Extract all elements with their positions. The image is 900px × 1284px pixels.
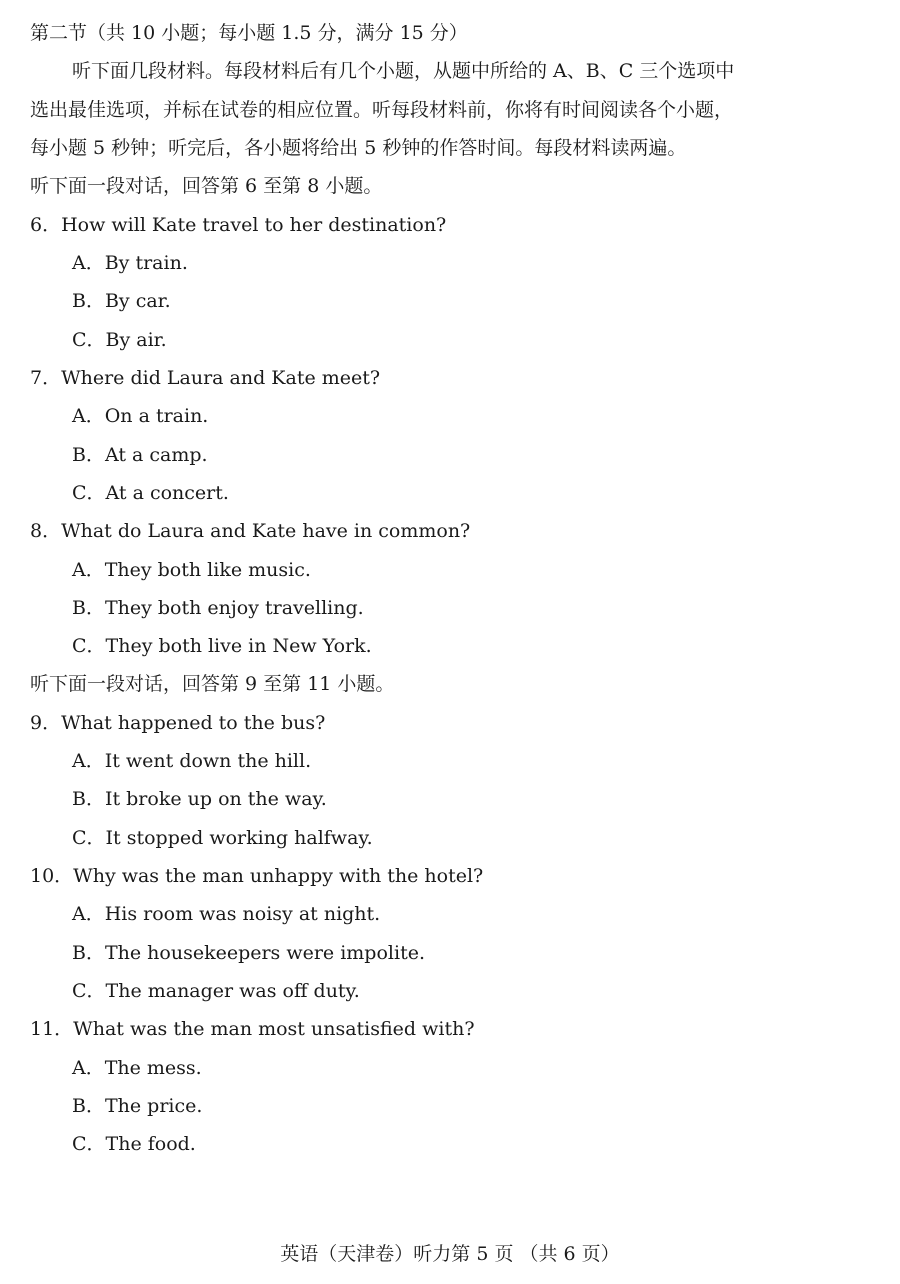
section-heading: 第二节（共 10 小题；每小题 1.5 分，满分 15 分） <box>30 22 468 44</box>
question-11-option-b: B．The price. <box>72 1095 203 1117</box>
question-8-stem: 8．What do Laura and Kate have in common? <box>30 520 471 542</box>
question-8-option-a: A．They both like music. <box>72 559 311 581</box>
question-7-stem: 7．Where did Laura and Kate meet? <box>30 367 381 389</box>
question-11-option-a: A．The mess. <box>72 1057 202 1079</box>
question-11-stem: 11．What was the man most unsatisfied with? <box>30 1018 475 1040</box>
question-7-option-a: A．On a train. <box>72 405 209 427</box>
question-6-stem: 6．How will Kate travel to her destination? <box>30 214 447 236</box>
question-8-option-c: C．They both live in New York. <box>72 635 372 657</box>
question-9-option-a: A．It went down the hill. <box>72 750 312 772</box>
question-6-option-c: C．By air. <box>72 329 167 351</box>
question-9-option-c: C．It stopped working halfway. <box>72 827 373 849</box>
instruction-line-3: 每小题 5 秒钟；听完后，各小题将给出 5 秒钟的作答时间。每段材料读两遍。 <box>30 137 687 159</box>
page-footer: 英语（天津卷）听力第 5 页 （共 6 页） <box>280 1243 620 1265</box>
group-intro-6-8: 听下面一段对话，回答第 6 至第 8 小题。 <box>30 175 383 197</box>
question-10-stem: 10．Why was the man unhappy with the hotel? <box>30 865 484 887</box>
instruction-line-2: 选出最佳选项，并标在试卷的相应位置。听每段材料前，你将有时间阅读各个小题， <box>30 99 734 121</box>
question-10-option-c: C．The manager was off duty. <box>72 980 360 1002</box>
group-intro-9-11: 听下面一段对话，回答第 9 至第 11 小题。 <box>30 673 395 695</box>
question-6-option-b: B．By car. <box>72 290 171 312</box>
question-8-option-b: B．They both enjoy travelling. <box>72 597 364 619</box>
question-9-stem: 9．What happened to the bus? <box>30 712 326 734</box>
instruction-line-1: 听下面几段材料。每段材料后有几个小题，从题中所给的 A、B、C 三个选项中 <box>72 60 735 82</box>
question-7-option-c: C．At a concert. <box>72 482 229 504</box>
question-10-option-a: A．His room was noisy at night. <box>72 903 381 925</box>
question-6-option-a: A．By train. <box>72 252 188 274</box>
question-11-option-c: C．The food. <box>72 1133 196 1155</box>
question-10-option-b: B．The housekeepers were impolite. <box>72 942 425 964</box>
question-7-option-b: B．At a camp. <box>72 444 208 466</box>
question-9-option-b: B．It broke up on the way. <box>72 788 327 810</box>
